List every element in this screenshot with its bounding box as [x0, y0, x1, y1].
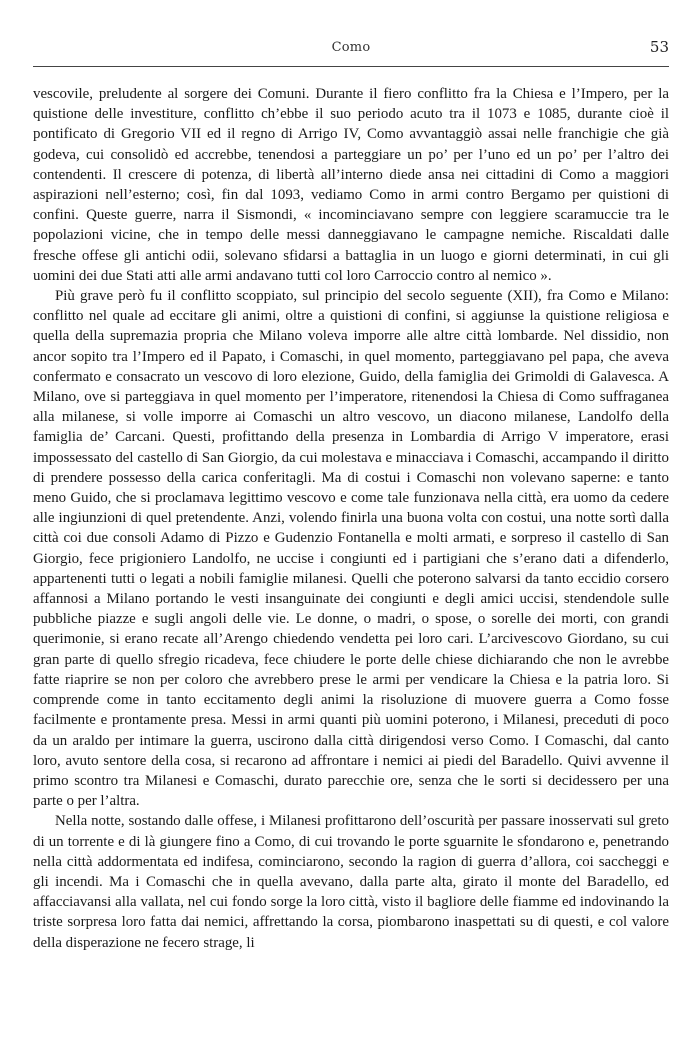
paragraph: Nella notte, sostando dalle offese, i Milanesi profittarono dell’oscurità per passare inosservati sul greto di un torrente e di là giungere fino a Como, di cui trovando le porte sguarnite le sfondarono e, penetrando nella città addormentata ed indifesa, cominciarono, secondo la ragion di guerra d’allora, coi saccheggi e gli incendi. Ma i Comaschi che in quella avevano, dalla parte alta, girato il monte del Baradello, ed affacciavansi alla vallata, nel cui fondo sorge la loro città, visto il bagliore delle fiamme ed indovinando la triste sorpresa loro fatta dai nemici, affrettando la corsa, piombarono inaspettati su di questi, e col valore della disperazione ne fecero strage, li: [33, 813, 669, 951]
running-title: Como: [331, 40, 371, 55]
paragraph: Più grave però fu il conflitto scoppiato, sul principio del secolo seguente (XII), fra Como e Milano: conflitto nel quale ad eccitare gli animi, oltre a quistioni di confini, si aggiunse la quistione religiosa e quella della supremazia propria che Milano voleva imporre alle altre città lombarde. Nel dissidio, non ancor sopito tra l’Impero ed il Papato, i Comaschi, in quel momento, parteggiavano pel papa, che aveva confermato e consacrato un vescovo di loro elezione, Guido, della famiglia dei Grimoldi di Galavesca. A Milano, ove si parteggiava in quel momento per l’imperatore, ritenendosi la Chiesa di Como suffraganea alla milanese, si volle imporre ai Comaschi un altro vescovo, un diacono milanese, Landolfo della famiglia de’ Carcani. Questi, profittando della presenza in Lombardia di Arrigo V imperatore, erasi impossessato del castello di San Giorgio, da cui molestava e minacciava i Comaschi, accampando il diritto di prendere possesso della carica conferitagli. Ma di costui i Comaschi non volevano saperne: e tanto meno Guido, che si proclamava legittimo vescovo e come tale funzionava nella città, era uomo da cedere alle ingiunzioni di quel pretendente. Anzi, volendo finirla una buona volta con costui, una notte sortì dalla città coi due consoli Adamo di Pizzo e Gudenzio Fontanella e molti armati, e sorpreso il castello di San Giorgio, fece prigioniero Landolfo, ne uccise i congiunti ed i partigiani che s’erano dati a difenderlo, appartenenti tutti o legati a nobili famiglie milanesi. Quelli che poterono salvarsi da tanto eccidio corsero affannosi a Milano portando le vesti insanguinate dei congiunti e degli amici uccisi, stendendole sulle pubbliche piazze e sugli angoli delle vie. Le donne, o madri, o spose, o sorelle dei morti, con grandi querimonie, si erano recate all’Arengo chiedendo vendetta pei loro cari. L’arcivescovo Giordano, su cui gran parte di quello sfregio ricadeva, fece chiudere le porte delle chiese dichiarando che non le avrebbe fatte riaprire se non per coloro che avrebbero prese le armi per vendicare la Chiesa e la patria loro. Si comprende come in tanto eccitamento degli animi la risoluzione di muovere guerra a Como fosse facilmente e prontamente presa. Messi in armi quanti più uomini poterono, i Milanesi, preceduti di poco da un araldo per intimare la guerra, uscirono dalla città dirigendosi verso Como. I Comaschi, dal canto loro, avuto sentore della cosa, si recarono ad affrontare i nemici ai piedi del Baradello. Quivi avvenne il primo scontro tra Milanesi e Comaschi, durato parecchie ore, senza che le sorti si decidessero per una parte o per l’altra.: [33, 288, 669, 810]
paragraph: vescovile, preludente al sorgere dei Comuni. Durante il fiero conflitto fra la Chiesa e l’Impero, per la quistione delle investiture, conflitto ch’ebbe il suo periodo acuto tra il 1073 e 1085, durante cioè il pontificato di Gregorio VII ed il regno di Arrigo IV, Como avvantaggiò assai nelle franchigie che già godeva, cui consolidò ed accrebbe, tenendosi a parteggiare un po’ per l’uno ed un po’ per l’altro dei contendenti. Il crescere di potenza, di libertà all’interno diede ansa nei cittadini di Como a maggiori aspirazioni nell’esterno; così, fin dal 1093, vediamo Como in armi contro Bergamo per quistioni di confini. Queste guerre, narra il Sismondi, « incominciavano sempre con leggiere scaramuccie tra le popolazioni vicine, che in tempo delle messi danneggiavano le campagne nemiche. Riscaldati dalle fresche offese gli antichi odii, solevano sfidarsi a battaglia in un luogo e giorni determinati, in cui gli uomini dei due Stati atti alle armi andavano tutti col loro Carroccio contro al nemico ».: [33, 86, 669, 284]
body-text: [33, 84, 669, 953]
page-number: 53: [649, 38, 669, 56]
page-header: [33, 38, 669, 62]
header-rule: [33, 66, 669, 67]
